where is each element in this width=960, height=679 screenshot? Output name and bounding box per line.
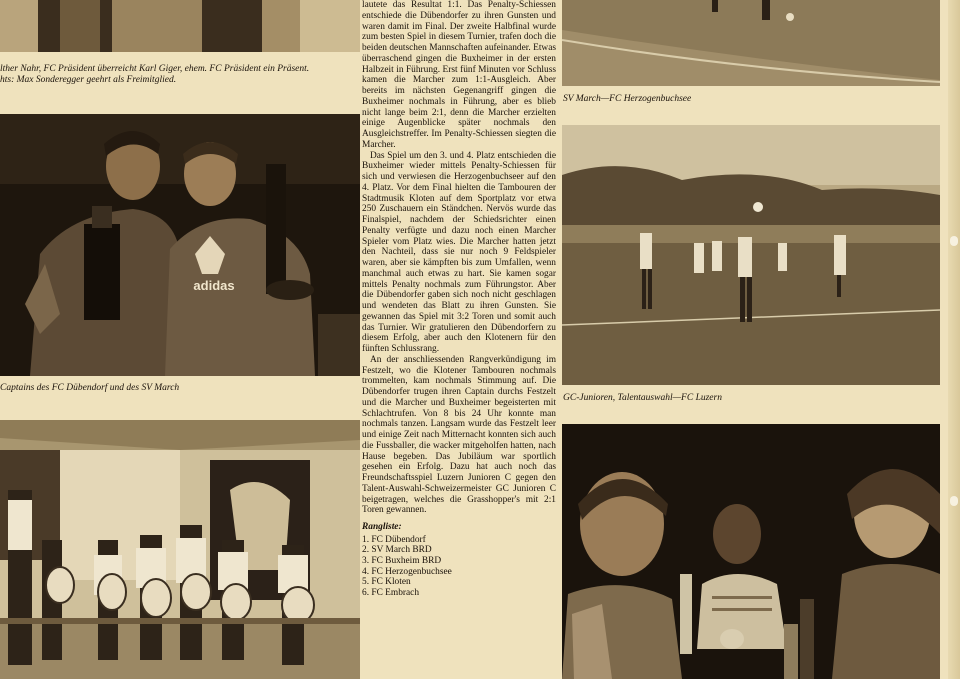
article-paragraph: lautete das Resultat 1:1. Das Penalty-Schiessen entschiede die Dübendorfer zu ihren Gunsten und waren damit im Final. Der zweite Halbfinal wurde zum besten Spiel in diesem Turnier, trafen doch die beiden deutschen Mannschaften aufeinander. Etwas überraschend gingen die Buxheimer in der ersten Halbzeit in Führung. Erst fünf Minuten vor Schluss kamen die Marcher zum 1:1-Ausgleich. Aber bereits im nächsten Gegenangriff gingen die Buxheimer nochmals in Führung, aber es blieb nicht lange beim 2:1, denn die Marcher erzielten einige Augenblicke später nochmals den Ausgleichstreffer. Im Penalty-Schiessen siegten die Marcher. [362, 0, 556, 150]
caption-match-march: SV March—FC Herzogenbuchsee [563, 94, 692, 104]
ranking-item: 2. SV March BRD [362, 545, 432, 556]
caption-captains: Captains des FC Dübendorf und des SV March [0, 383, 180, 393]
shirt-brand-text: adidas [193, 278, 235, 293]
ranking-item: 1. FC Dübendorf [362, 534, 426, 545]
photo-tambouren [0, 420, 360, 679]
ghost-bleed-text [562, 95, 940, 119]
binder-hole [950, 496, 958, 506]
binder-hole [950, 236, 958, 246]
photo-match-gc-image [562, 125, 940, 385]
photo-match-march [562, 0, 940, 86]
photo-presentation [0, 0, 360, 52]
ranking-item: 4. FC Herzogenbuchsee [362, 566, 452, 577]
binder-edge [948, 0, 960, 679]
article-column [362, 0, 556, 679]
photo-captains-image [0, 114, 360, 376]
photo-captains [0, 114, 360, 376]
photo-presentation-image [0, 0, 360, 52]
photo-match-gc [562, 125, 940, 385]
article-paragraph: Das Spiel um den 3. und 4. Platz entschieden die Buxheimer wieder mittels Penalty-Schiessen für sich und verwiesen die Herzogenbuchseer auf den 4. Platz. Vor dem Final hielten die Tambouren der Stadtmusik Kloten auf dem Sportplatz vor etwa 250 Zuschauern ein Ständchen. Nervös wurde das Finalspiel, nachdem der Schiedsrichter einen Penalty verfügte und dazu noch einen Marcher Spieler vom Platz wies. Die Marcher hatten jetzt den Nachteil, dass sie nur noch 9 Feldspieler waren, aber sie kämpften bis zum Umfallen, wenn manchmal auch etwas zu hart. Sie kamen sogar mittels Penalty nochmals zum Führungstor. Aber die Dübendorfer gaben sich noch nicht geschlagen und wendeten das Blatt zu ihren Gunsten. Sie gewannen das Spiel mit 3:2 Toren und somit auch das Turnier. Wir gratulieren den Dübendorfern zu diesem Erfolg, aber auch den Klotenern für den fünften Schlussrang. [362, 150, 556, 354]
ranking-item: 3. FC Buxheim BRD [362, 555, 442, 566]
photo-match-march-image [562, 0, 940, 86]
caption-presentation: lther Nahr, FC Präsident überreicht Karl Giger, ehem. FC Präsident ein Präsent. hts: Max Sonderegger geehrt als Freimitglied. [0, 64, 310, 85]
photo-tambouren-image [0, 420, 360, 679]
ranking-list [362, 535, 556, 599]
article-paragraph: An der anschliessenden Rangverkündigung im Festzelt, wo die Klotener Tambouren nochmals trommelten, kam nochmals Stimmung auf. Die Dübendorfer trugen ihren Captain durchs Festzelt und die Marcher und Buxheimer begeisterten mit Schlachtrufen. Von 8 bis 24 Uhr konnte man nochmals tanzen. Langsam wurde das Festzelt leer und einige Zeit nach Mitternacht konnten sich auch die Fussballer, die wacker mitgeholfen hatten, nach Hause begeben. Das Jubiläum war sportlich gesehen ein Erfolg. Dazu hat auch noch das Freundschaftsspiel Luzern Junioren C gegen den Talent-Auswahl-Schweizermeister GC Junioren C beigetragen, welches die Grasshopper's mit 2:1 Toren gewannen. [362, 354, 556, 516]
ranking-item: 6. FC Embrach [362, 587, 420, 598]
photo-festzelt-image [562, 424, 940, 679]
ranking-item: 5. FC Kloten [362, 577, 411, 588]
ranking-title: Rangliste: [362, 522, 402, 532]
caption-match-gc: GC-Junioren, Talentauswahl—FC Luzern [563, 393, 722, 403]
photo-festzelt [562, 424, 940, 679]
